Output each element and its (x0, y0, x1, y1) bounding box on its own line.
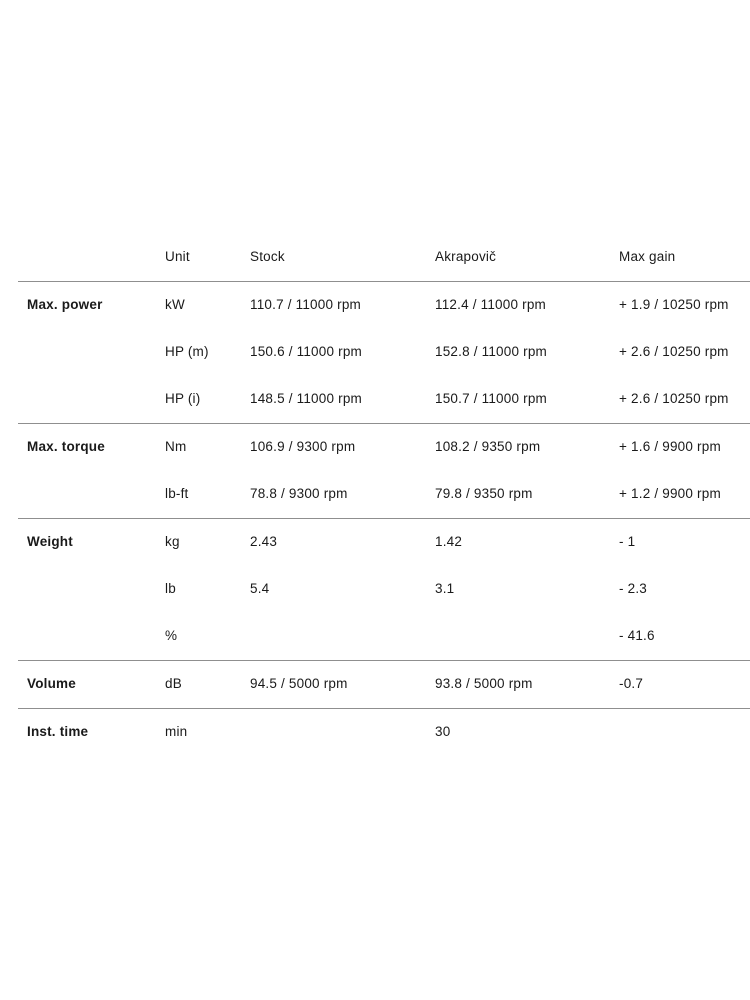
column-header-max-gain: Max gain (619, 249, 676, 265)
akrapovic-cell: 112.4 / 11000 rpm (435, 297, 546, 313)
stock-cell: 148.5 / 11000 rpm (250, 391, 362, 407)
akrapovic-cell: 93.8 / 5000 rpm (435, 676, 533, 692)
column-header-akrapovic: Akrapovič (435, 249, 497, 265)
max-gain-cell: + 1.2 / 9900 rpm (619, 486, 721, 502)
table-row (18, 519, 750, 566)
table-row (18, 282, 750, 329)
row-label: Max. power (27, 297, 103, 313)
unit-cell: % (165, 628, 178, 644)
akrapovic-cell: 150.7 / 11000 rpm (435, 391, 547, 407)
row-label: Weight (27, 534, 73, 550)
akrapovic-cell: 79.8 / 9350 rpm (435, 486, 533, 502)
akrapovic-cell: 30 (435, 724, 451, 740)
akrapovic-cell: 108.2 / 9350 rpm (435, 439, 541, 455)
unit-cell: lb (165, 581, 176, 597)
stock-cell: 78.8 / 9300 rpm (250, 486, 348, 502)
section-volume (18, 661, 750, 709)
unit-cell: dB (165, 676, 182, 692)
section-inst-time (18, 709, 750, 756)
table-row (18, 424, 750, 471)
row-label: Inst. time (27, 724, 89, 740)
table-row (18, 376, 750, 423)
column-header-unit: Unit (165, 249, 190, 265)
section-weight (18, 519, 750, 661)
max-gain-cell: - 1 (619, 534, 636, 550)
stock-cell: 94.5 / 5000 rpm (250, 676, 348, 692)
table-row (18, 329, 750, 376)
unit-cell: kW (165, 297, 185, 313)
table-header (18, 234, 750, 282)
max-gain-cell: + 1.9 / 10250 rpm (619, 297, 729, 313)
section-max-torque (18, 424, 750, 519)
unit-cell: kg (165, 534, 180, 550)
max-gain-cell: - 2.3 (619, 581, 648, 597)
unit-cell: lb-ft (165, 486, 189, 502)
table-row (18, 709, 750, 756)
stock-cell: 5.4 (250, 581, 270, 597)
section-max-power (18, 282, 750, 424)
spec-comparison-table (18, 234, 750, 756)
stock-cell: 106.9 / 9300 rpm (250, 439, 356, 455)
stock-cell: 2.43 (250, 534, 278, 550)
row-label: Max. torque (27, 439, 105, 455)
max-gain-cell: + 2.6 / 10250 rpm (619, 344, 729, 360)
max-gain-cell: + 2.6 / 10250 rpm (619, 391, 729, 407)
column-header-stock: Stock (250, 249, 285, 265)
header-row (18, 234, 750, 281)
table-row (18, 661, 750, 708)
max-gain-cell: + 1.6 / 9900 rpm (619, 439, 721, 455)
akrapovic-cell: 3.1 (435, 581, 455, 597)
stock-cell: 150.6 / 11000 rpm (250, 344, 362, 360)
max-gain-cell: - 41.6 (619, 628, 655, 644)
table-row (18, 471, 750, 518)
unit-cell: min (165, 724, 188, 740)
table-row (18, 613, 750, 660)
unit-cell: HP (m) (165, 344, 209, 360)
unit-cell: HP (i) (165, 391, 201, 407)
row-label: Volume (27, 676, 76, 692)
max-gain-cell: -0.7 (619, 676, 644, 692)
akrapovic-cell: 1.42 (435, 534, 463, 550)
akrapovic-cell: 152.8 / 11000 rpm (435, 344, 547, 360)
table-row (18, 566, 750, 613)
stock-cell: 110.7 / 11000 rpm (250, 297, 361, 313)
unit-cell: Nm (165, 439, 187, 455)
